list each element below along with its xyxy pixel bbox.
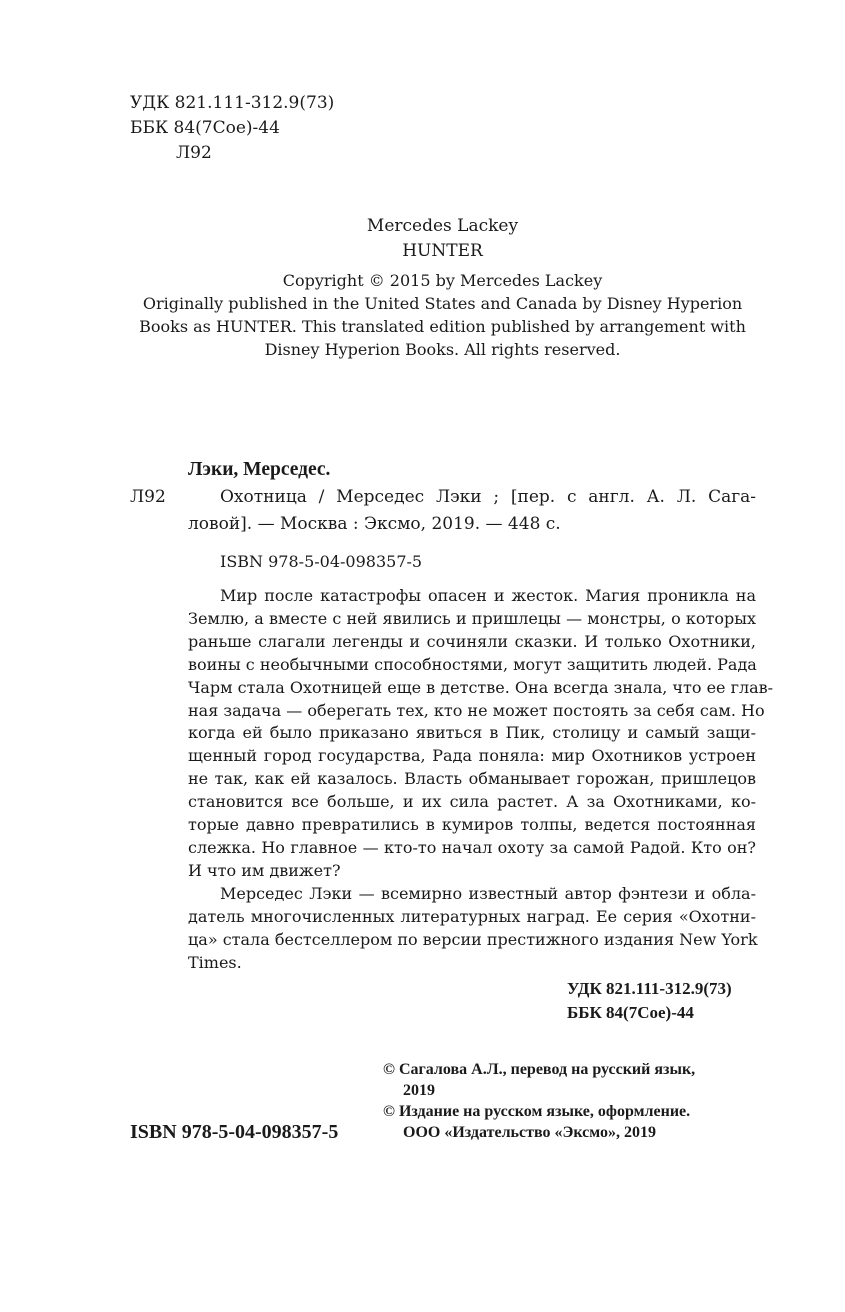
classification-bbk: ББК 84(7Сое)-44	[567, 1003, 694, 1022]
header-bbk: ББК 84(7Сое)-44	[130, 118, 280, 138]
annotation-line: щенный город государства, Рада поняла: мир Охотников устроен	[188, 746, 756, 766]
annotation-line: не так, как ей казалось. Власть обманывает горожан, пришлецов	[188, 769, 756, 789]
catalog-isbn: ISBN 978-5-04-098357-5	[220, 552, 423, 571]
annotation-line: слежка. Но главное — кто-то начал охоту за самой Радой. Кто он?	[188, 837, 756, 857]
original-copyright: Copyright © 2015 by Mercedes Lackey	[282, 271, 603, 290]
rights-notice-line: Books as HUNTER. This translated edition published by arrangement with	[139, 317, 746, 336]
annotation-line: Мир после катастрофы опасен и жесток. Магия проникла на	[220, 586, 756, 605]
annotation-line: раньше слагали легенды и сочиняли сказки. И только Охотники,	[188, 631, 756, 651]
annotation-line: Times.	[188, 952, 242, 972]
annotation-line: воины с необычными способностями, могут защитить людей. Рада	[188, 654, 757, 674]
footer-isbn: ISBN 978-5-04-098357-5	[130, 1121, 339, 1143]
catalog-description	[220, 486, 756, 509]
catalog-description	[188, 513, 561, 536]
original-author: Mercedes Lackey	[366, 216, 519, 236]
annotation-line: ца» стала бестселлером по версии престижного издания New York	[188, 929, 758, 949]
original-title: HUNTER	[402, 241, 483, 261]
catalog-description-line: Охотница / Мерседес Лэки ; [пер. с англ. А. Л. Сага-	[220, 487, 756, 507]
annotation-paragraph-2	[188, 883, 756, 975]
header-author-mark: Л92	[176, 143, 212, 163]
catalog-author-mark: Л92	[130, 487, 166, 507]
annotation-line: торые давно превратились в кумиров толпы, ведется постоянная	[188, 815, 756, 835]
rights-notice-line: Originally published in the United States and Canada by Disney Hyperion	[142, 294, 743, 313]
annotation-paragraph-1	[188, 585, 774, 883]
edition-copyright: © Издание на русском языке, оформление.	[383, 1103, 691, 1120]
catalog-author-heading: Лэки, Мерседес.	[188, 459, 331, 480]
annotation-line: датель многочисленных литературных наград. Ее серия «Охотни-	[188, 906, 756, 926]
annotation-line: Землю, а вместе с ней явились и пришлецы — монстры, о которых	[188, 608, 756, 628]
annotation-line: становится все больше, и их сила растет. А за Охотниками, ко-	[188, 792, 756, 812]
translation-copyright-year: 2019	[403, 1082, 435, 1099]
translation-copyright: © Сагалова А.Л., перевод на русский язык,	[383, 1061, 696, 1078]
annotation-line: ная задача — оберегать тех, кто не может постоять за себя сам. Но	[188, 700, 765, 720]
annotation-line: Мерседес Лэки — всемирно известный автор фэнтези и обла-	[220, 884, 756, 903]
annotation-line: Чарм стала Охотницей еще в детстве. Она всегда знала, что ее глав-	[188, 677, 774, 697]
annotation-line: И что им движет?	[188, 860, 341, 880]
publisher-copyright: ООО «Издательство «Эксмо», 2019	[403, 1124, 656, 1141]
classification-udk: УДК 821.111-312.9(73)	[567, 979, 732, 998]
annotation-line: когда ей было приказано явиться в Пик, столицу и самый защи-	[188, 723, 756, 743]
rights-notice-line: Disney Hyperion Books. All rights reserved.	[264, 340, 621, 359]
catalog-description-line: ловой]. — Москва : Эксмо, 2019. — 448 с.	[188, 514, 561, 534]
header-udk: УДК 821.111-312.9(73)	[130, 93, 335, 113]
